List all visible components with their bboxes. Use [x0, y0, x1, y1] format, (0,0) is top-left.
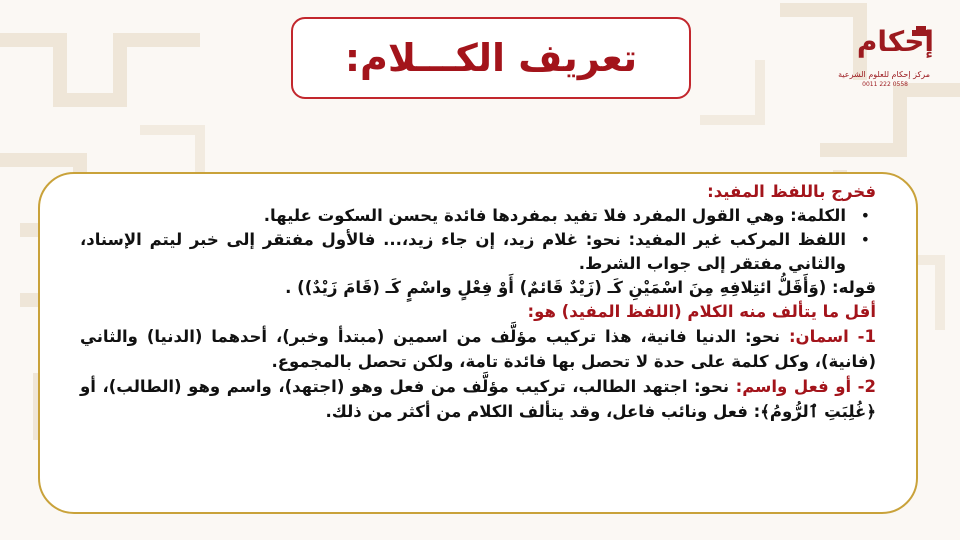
- item-two-nouns: [80, 324, 876, 374]
- bullet-text: وهي القول المفرد فلا تفيد بمفردها فائدة يحسن السكوت عليها.: [263, 206, 791, 225]
- bullet-term: اللفظ المركب غير المفيد:: [628, 230, 846, 249]
- bullet-term: الكلمة:: [790, 206, 846, 225]
- quote-label: قوله:: [832, 278, 876, 297]
- item-label: 2- أو فعل واسم:: [735, 377, 877, 396]
- logo-subtitle: مركز إحكام للعلوم الشرعية: [838, 70, 930, 79]
- item-verb-noun: [80, 374, 876, 424]
- quote-text: (وَأَقَلُّ ائتِلافِهِ مِنَ اسْمَيْنِ كَـ (زَيْدٌ قَائمٌ) أَوْ فِعْلٍ واسْمٍ كَـ (قَامَ زَيْدٌ)) .: [285, 278, 833, 297]
- bullet-text: نحو: غلام زيد، إن جاء زيد،... فالأول مفتقر إلى خبر ليتم الإسناد، والثاني مفتقر إلى جواب الشرط.: [80, 230, 846, 273]
- heading-excluded: فخرج باللفظ المفيد:: [707, 182, 876, 201]
- heading-minimum: أقل ما يتألف منه الكلام (اللفظ المفيد) هو:: [527, 302, 876, 321]
- bullet-dot: •: [860, 206, 870, 225]
- page-title: تعريف الكـــلام:: [344, 36, 638, 80]
- item-text: نحو: الدنيا فانية، هذا تركيب مؤلَّف من اسمين (مبتدأ وخبر)، أحدهما (الدنيا) والثاني (فانية)، وكل كلمة على حدة لا تحصل بها فائدة تامة، ولكن تحصل بالمجموع.: [80, 327, 876, 371]
- bullet-item-compound: [80, 228, 876, 276]
- item-text: نحو: اجتهد الطالب، تركيب مؤلَّف من فعل وهو (اجتهد)، واسم وهو (الطالب)، أو ﴿غُلِبَتِ ٱلرُّومُ﴾: فعل ونائب فاعل، وقد يتألف الكلام من أكثر من ذلك.: [80, 377, 876, 421]
- logo-number: 0558 222 0011: [862, 81, 908, 88]
- bullet-item-word: [80, 204, 876, 228]
- title-box: [291, 17, 691, 99]
- item-label: 1- اسمان:: [788, 327, 877, 346]
- quote-line: [80, 276, 876, 300]
- logo-name: إحكام: [856, 25, 934, 58]
- logo: [838, 26, 938, 92]
- bullet-dot: •: [860, 230, 870, 249]
- content-box: [38, 172, 918, 514]
